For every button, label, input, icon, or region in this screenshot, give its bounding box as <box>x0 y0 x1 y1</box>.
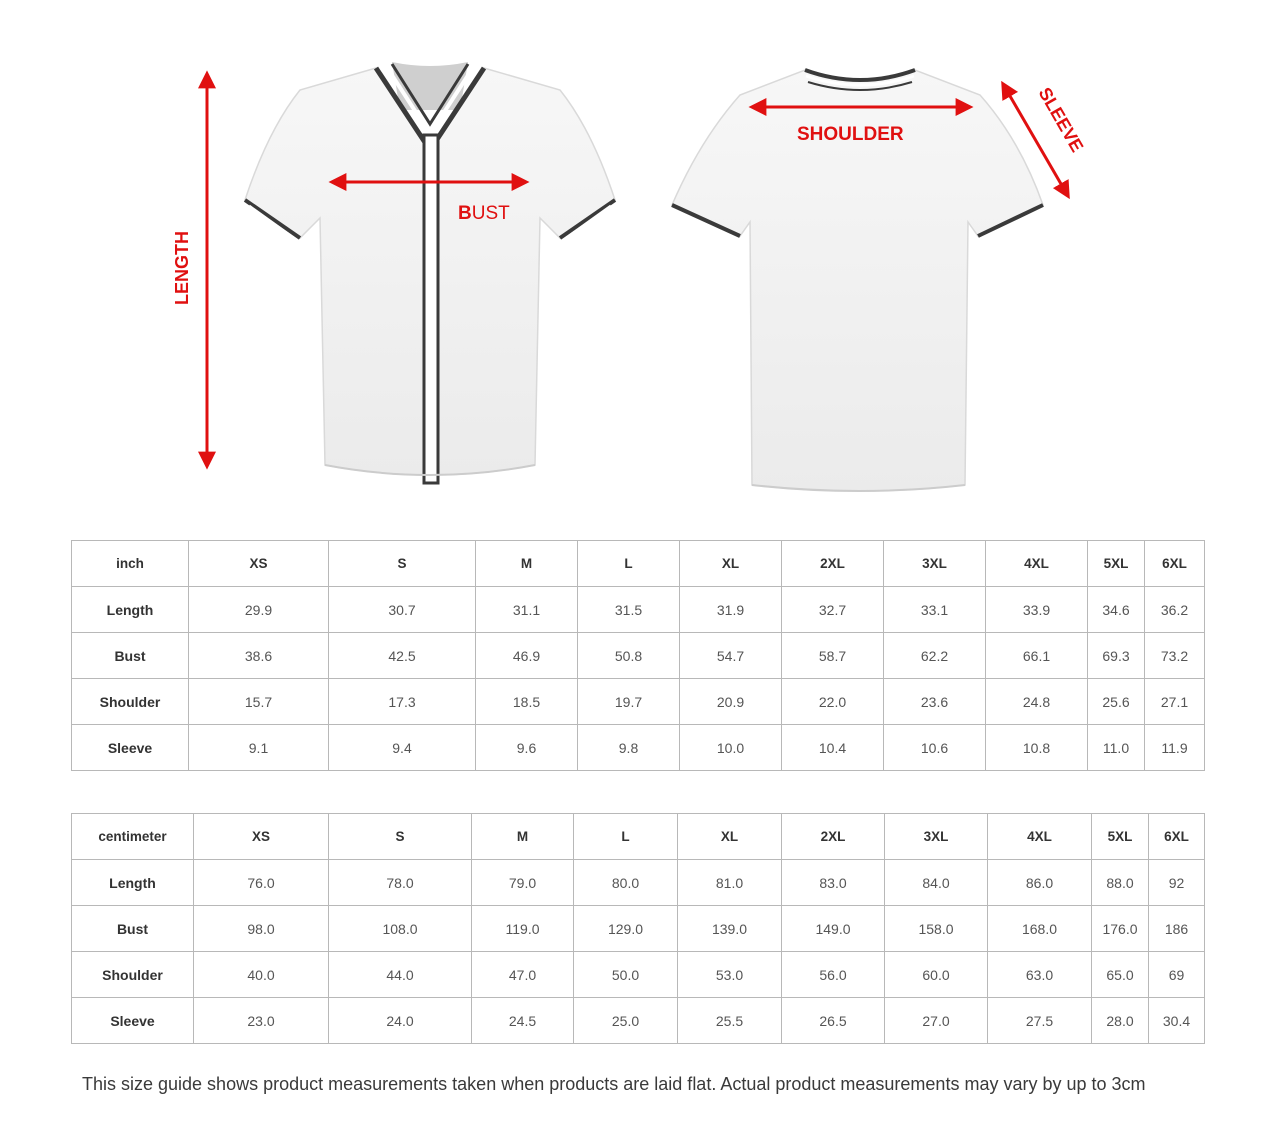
size-header: 5XL <box>1088 541 1145 587</box>
table-cell: 50.8 <box>578 633 680 679</box>
size-header: L <box>574 814 678 860</box>
table-header-row <box>72 814 1205 860</box>
table-cell: 92 <box>1149 860 1205 906</box>
size-header: 3XL <box>885 814 988 860</box>
table-cell: 19.7 <box>578 679 680 725</box>
table-cell: 139.0 <box>678 906 782 952</box>
size-header: XL <box>678 814 782 860</box>
table-cell: 29.9 <box>189 587 329 633</box>
table-cell: 36.2 <box>1145 587 1205 633</box>
size-header: 5XL <box>1092 814 1149 860</box>
table-cell: 27.0 <box>885 998 988 1044</box>
table-row <box>72 906 1205 952</box>
row-label: Bust <box>72 906 194 952</box>
jersey-measurement-illustration <box>0 0 1280 520</box>
table-cell: 65.0 <box>1092 952 1149 998</box>
size-header: 4XL <box>988 814 1092 860</box>
table-row <box>72 679 1205 725</box>
table-cell: 62.2 <box>884 633 986 679</box>
table-cell: 83.0 <box>782 860 885 906</box>
table-cell: 9.4 <box>329 725 476 771</box>
table-cell: 58.7 <box>782 633 884 679</box>
row-label: Shoulder <box>72 679 189 725</box>
table-cell: 33.9 <box>986 587 1088 633</box>
unit-header: inch <box>72 541 189 587</box>
table-cell: 26.5 <box>782 998 885 1044</box>
table-cell: 38.6 <box>189 633 329 679</box>
table-cell: 10.6 <box>884 725 986 771</box>
table-cell: 108.0 <box>329 906 472 952</box>
table-cell: 20.9 <box>680 679 782 725</box>
table-cell: 119.0 <box>472 906 574 952</box>
size-header: XS <box>194 814 329 860</box>
size-header: L <box>578 541 680 587</box>
table-cell: 25.5 <box>678 998 782 1044</box>
table-cell: 98.0 <box>194 906 329 952</box>
table-header-row <box>72 541 1205 587</box>
table-cell: 63.0 <box>988 952 1092 998</box>
table-cell: 31.1 <box>476 587 578 633</box>
size-header: S <box>329 814 472 860</box>
jersey-front <box>245 62 615 483</box>
row-label: Length <box>72 587 189 633</box>
table-cell: 84.0 <box>885 860 988 906</box>
table-row <box>72 860 1205 906</box>
table-cell: 30.4 <box>1149 998 1205 1044</box>
inch-size-table <box>71 540 1205 771</box>
table-cell: 81.0 <box>678 860 782 906</box>
table-cell: 27.5 <box>988 998 1092 1044</box>
table-cell: 40.0 <box>194 952 329 998</box>
table-cell: 25.6 <box>1088 679 1145 725</box>
table-cell: 11.0 <box>1088 725 1145 771</box>
table-cell: 23.6 <box>884 679 986 725</box>
table-cell: 27.1 <box>1145 679 1205 725</box>
size-header: M <box>472 814 574 860</box>
table-cell: 86.0 <box>988 860 1092 906</box>
table-row <box>72 587 1205 633</box>
table-row <box>72 725 1205 771</box>
sleeve-label: SLEEVE <box>1034 84 1088 156</box>
table-row <box>72 633 1205 679</box>
table-cell: 15.7 <box>189 679 329 725</box>
table-cell: 46.9 <box>476 633 578 679</box>
table-cell: 80.0 <box>574 860 678 906</box>
table-cell: 9.1 <box>189 725 329 771</box>
table-cell: 34.6 <box>1088 587 1145 633</box>
row-label: Bust <box>72 633 189 679</box>
unit-header: centimeter <box>72 814 194 860</box>
table-cell: 10.0 <box>680 725 782 771</box>
table-cell: 33.1 <box>884 587 986 633</box>
table-cell: 28.0 <box>1092 998 1149 1044</box>
table-row <box>72 952 1205 998</box>
table-cell: 69 <box>1149 952 1205 998</box>
size-header: S <box>329 541 476 587</box>
table-cell: 17.3 <box>329 679 476 725</box>
table-cell: 176.0 <box>1092 906 1149 952</box>
table-cell: 54.7 <box>680 633 782 679</box>
size-header: XL <box>680 541 782 587</box>
table-cell: 53.0 <box>678 952 782 998</box>
size-header: M <box>476 541 578 587</box>
table-cell: 10.4 <box>782 725 884 771</box>
row-label: Shoulder <box>72 952 194 998</box>
table-cell: 73.2 <box>1145 633 1205 679</box>
table-cell: 129.0 <box>574 906 678 952</box>
table-cell: 149.0 <box>782 906 885 952</box>
table-cell: 18.5 <box>476 679 578 725</box>
table-cell: 44.0 <box>329 952 472 998</box>
table-cell: 42.5 <box>329 633 476 679</box>
table-cell: 9.6 <box>476 725 578 771</box>
table-cell: 56.0 <box>782 952 885 998</box>
table-cell: 69.3 <box>1088 633 1145 679</box>
table-cell: 76.0 <box>194 860 329 906</box>
table-cell: 158.0 <box>885 906 988 952</box>
size-header: 3XL <box>884 541 986 587</box>
centimeter-size-table <box>71 813 1205 1044</box>
size-guide-footnote: This size guide shows product measurements taken when products are laid flat. Actual product measurements may vary by up to 3cm <box>82 1074 1146 1094</box>
table-cell: 78.0 <box>329 860 472 906</box>
table-cell: 50.0 <box>574 952 678 998</box>
table-cell: 24.8 <box>986 679 1088 725</box>
size-header: 4XL <box>986 541 1088 587</box>
table-cell: 9.8 <box>578 725 680 771</box>
table-cell: 47.0 <box>472 952 574 998</box>
table-cell: 30.7 <box>329 587 476 633</box>
table-cell: 22.0 <box>782 679 884 725</box>
size-header: XS <box>189 541 329 587</box>
bust-label: BUST <box>458 203 510 224</box>
table-cell: 66.1 <box>986 633 1088 679</box>
size-header: 2XL <box>782 541 884 587</box>
table-row <box>72 998 1205 1044</box>
table-cell: 88.0 <box>1092 860 1149 906</box>
table-cell: 23.0 <box>194 998 329 1044</box>
table-cell: 60.0 <box>885 952 988 998</box>
row-label: Length <box>72 860 194 906</box>
size-header: 6XL <box>1149 814 1205 860</box>
length-label: LENGTH <box>172 231 192 305</box>
table-cell: 79.0 <box>472 860 574 906</box>
row-label: Sleeve <box>72 725 189 771</box>
size-header: 2XL <box>782 814 885 860</box>
table-cell: 31.9 <box>680 587 782 633</box>
table-cell: 186 <box>1149 906 1205 952</box>
table-cell: 24.0 <box>329 998 472 1044</box>
table-cell: 10.8 <box>986 725 1088 771</box>
table-cell: 168.0 <box>988 906 1092 952</box>
row-label: Sleeve <box>72 998 194 1044</box>
table-cell: 24.5 <box>472 998 574 1044</box>
table-cell: 11.9 <box>1145 725 1205 771</box>
table-cell: 32.7 <box>782 587 884 633</box>
shoulder-label: SHOULDER <box>797 124 904 145</box>
table-cell: 25.0 <box>574 998 678 1044</box>
table-cell: 31.5 <box>578 587 680 633</box>
size-header: 6XL <box>1145 541 1205 587</box>
